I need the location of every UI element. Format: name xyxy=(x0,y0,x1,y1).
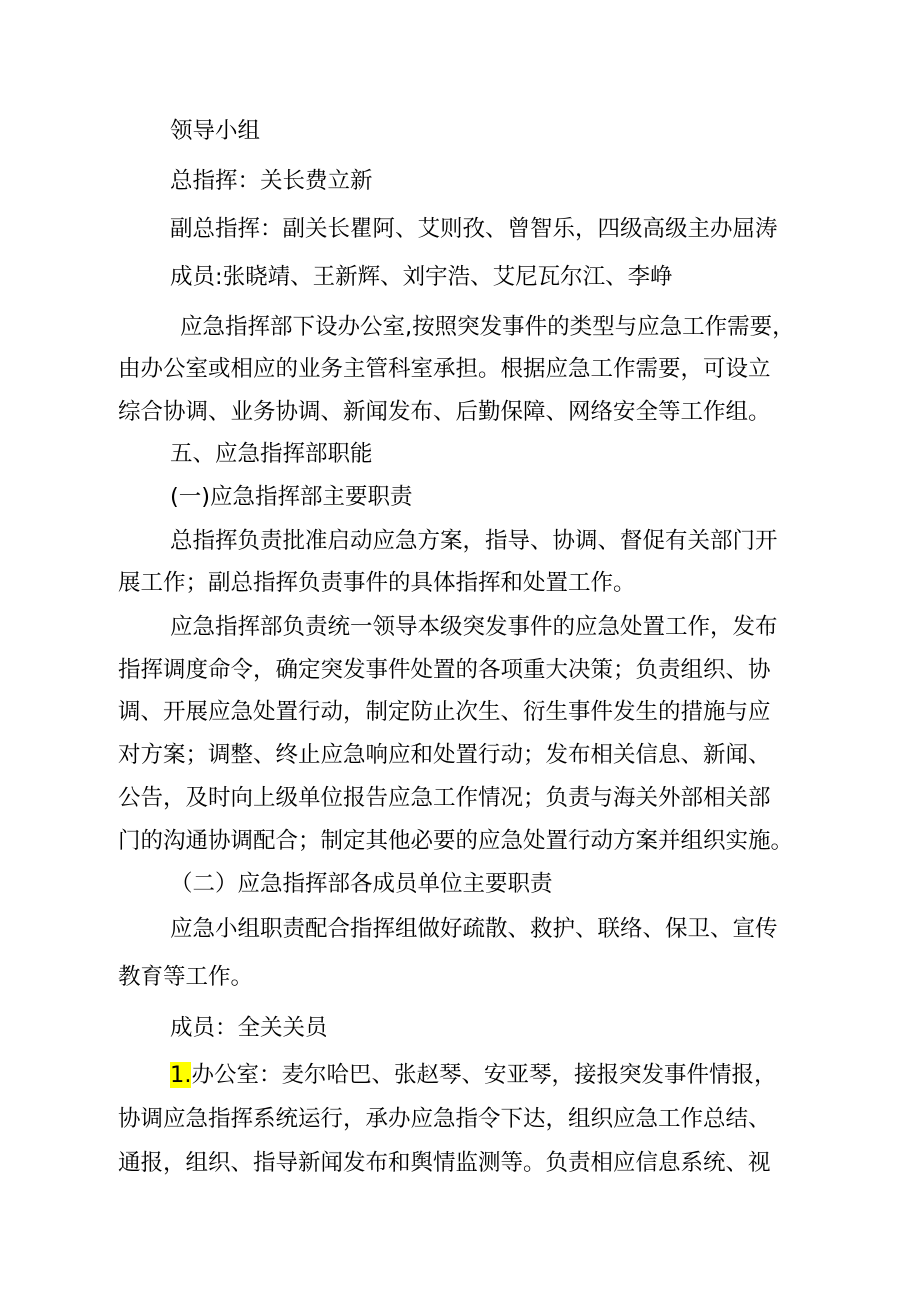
list-item xyxy=(170,1064,920,1087)
paragraph-line: 副总指挥：副关长瞿阿、艾则孜、曾智乐，四级高级主办屈涛 xyxy=(170,216,778,242)
subsection-heading: (一)应急指挥部主要职责 xyxy=(170,484,413,510)
paragraph-line: 应急指挥部负责统一领导本级突发事件的应急处置工作，发布 xyxy=(170,614,778,640)
paragraph-line: 门的沟通协调配合；制定其他必要的应急处置行动方案并组织实施。 xyxy=(118,828,794,854)
paragraph-line: 调、开展应急处置行动，制定防止次生、衍生事件发生的措施与应 xyxy=(118,699,771,725)
paragraph-line: 总指挥：关长费立新 xyxy=(170,168,373,194)
paragraph-line: 对方案；调整、终止应急响应和处置行动；发布相关信息、新闻、 xyxy=(118,742,771,768)
paragraph-line: 综合协调、业务协调、新闻发布、后勤保障、网络安全等工作组。 xyxy=(118,399,771,425)
paragraph-line: 指挥调度命令，确定突发事件处置的各项重大决策；负责组织、协 xyxy=(118,657,771,683)
subsection-heading: （二）应急指挥部各成员单位主要职责 xyxy=(170,871,553,897)
paragraph-line: 教育等工作。 xyxy=(118,964,254,990)
paragraph-line: 协调应急指挥系统运行，承办应急指令下达，组织应急工作总结、 xyxy=(118,1106,771,1132)
list-item-text: 办公室：麦尔哈巴、张赵琴、安亚琴，接报突发事件情报， xyxy=(191,1062,777,1088)
paragraph-line: 成员:张晓靖、王新辉、刘宇浩、艾尼瓦尔江、李峥 xyxy=(170,264,673,290)
paragraph-line: 总指挥负责批准启动应急方案，指导、协调、督促有关部门开 xyxy=(170,528,778,554)
paragraph-line: 公告，及时向上级单位报告应急工作情况；负责与海关外部相关部 xyxy=(118,785,771,811)
paragraph-line: 成员：全关关员 xyxy=(170,1015,328,1041)
paragraph-line: 应急小组职责配合指挥组做好疏散、救护、联络、保卫、宣传 xyxy=(170,916,778,942)
section-heading: 五、应急指挥部职能 xyxy=(170,441,373,467)
paragraph-line: 通报，组织、指导新闻发布和舆情监测等。负责相应信息系统、视 xyxy=(118,1150,771,1176)
paragraph-line: 展工作；副总指挥负责事件的具体指挥和处置工作。 xyxy=(118,570,636,596)
paragraph-line: 应急指挥部下设办公室,按照突发事件的类型与应急工作需要， xyxy=(180,314,795,340)
item-number: 1. xyxy=(170,1062,192,1088)
paragraph-line: 领导小组 xyxy=(170,118,261,144)
paragraph-line: 由办公室或相应的业务主管科室承担。根据应急工作需要，可设立 xyxy=(118,356,771,382)
